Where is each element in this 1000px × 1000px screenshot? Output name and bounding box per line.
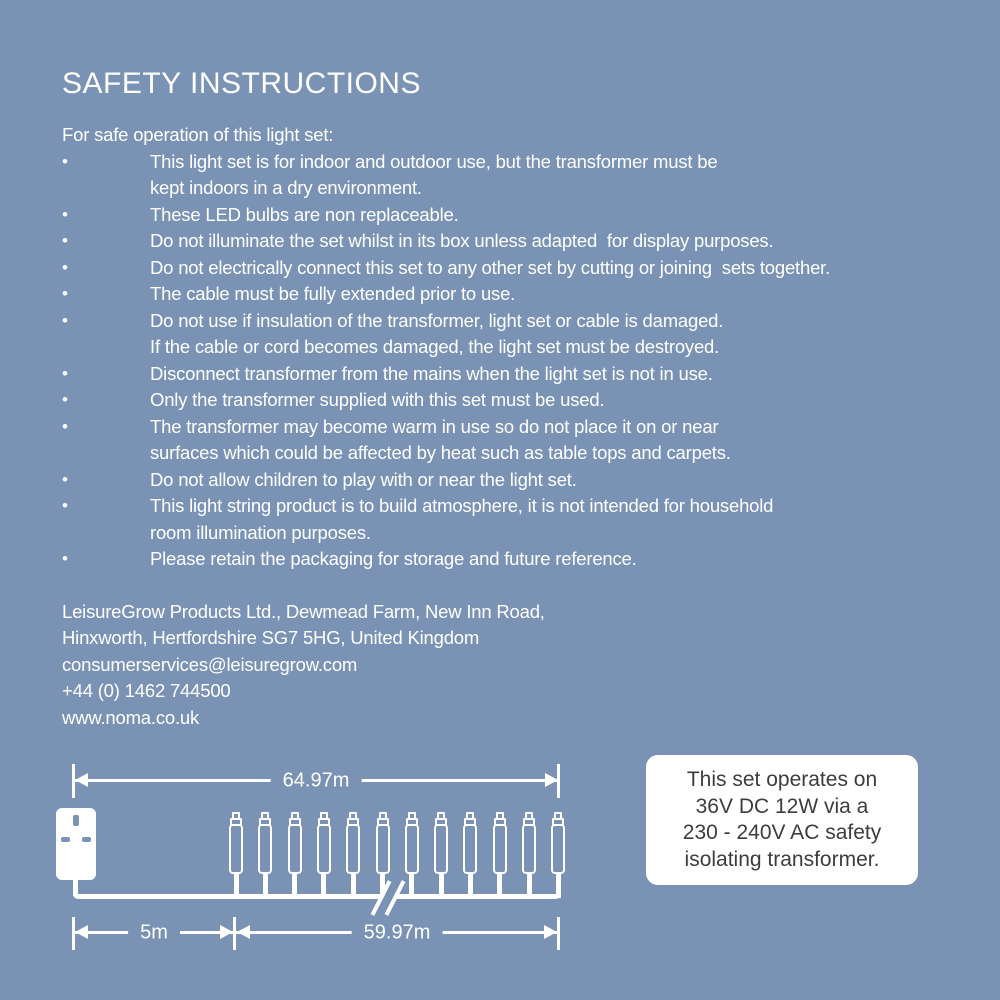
bulb-icon: [522, 812, 536, 898]
bulb-icon: [463, 812, 477, 898]
bulb-stem: [527, 874, 532, 898]
bulb-bod: [229, 824, 243, 874]
dimension-label-total: 64.97m: [271, 770, 362, 793]
bulb-bod: [346, 824, 360, 874]
bullet-line: kept indoors in a dry environment.: [150, 177, 422, 198]
bullet-dot-icon: •: [62, 416, 68, 436]
arrow-right-icon: [544, 925, 557, 939]
info-box: [646, 755, 918, 885]
contact-line: Hinxworth, Hertfordshire SG7 5HG, United Kingdom: [62, 627, 480, 648]
bullet-dot-icon: •: [62, 363, 68, 383]
bullet-line: Do not allow children to play with or near the light set.: [150, 468, 577, 490]
bullet-dot-icon: •: [62, 390, 68, 409]
contact-line: consumerservices@leisuregrow.com: [62, 653, 358, 675]
bullet-dot-icon: •: [62, 310, 68, 330]
info-box-line: isolating transformer.: [684, 847, 880, 871]
bulb-icon: [258, 812, 272, 898]
intro-line: For safe operation of this light set:: [62, 124, 334, 145]
bullet-line: The cable must be fully extended prior to use.: [150, 283, 516, 304]
bulb-stem: [321, 874, 326, 898]
bulb-icon: [405, 812, 419, 898]
bulb-stem: [556, 874, 561, 898]
bulb-icon: [493, 812, 507, 898]
contact-line: LeisureGrow Products Ltd., Dewmead Farm, New Inn Road,: [62, 600, 545, 622]
bullet-line: This light set is for indoor and outdoor use, but the transformer must be: [150, 150, 718, 172]
info-box-line: 230 - 240V AC safety: [682, 821, 882, 844]
bulb-stem: [351, 874, 356, 898]
bullet-line: Only the transformer supplied with this set must be used.: [150, 389, 605, 410]
cable-drop: [73, 876, 78, 896]
bulb-icon: [346, 812, 360, 898]
bullet-dot-icon: •: [62, 284, 68, 303]
bullet-dot-icon: •: [62, 257, 68, 277]
arrow-left-icon: [75, 773, 88, 787]
bullet-line: Do not electrically connect this set to any other set by cutting or joining sets together.: [150, 256, 831, 278]
bulb-stem: [439, 874, 444, 898]
bulb-bod: [493, 824, 507, 874]
bullet-line: surfaces which could be affected by heat such as table tops and carpets.: [150, 442, 731, 463]
bullet-dot-icon: •: [62, 549, 68, 568]
bullet-line: This light string product is to build atmosphere, it is not intended for household: [150, 495, 774, 516]
bullet-line: Do not illuminate the set whilst in its box unless adapted for display purposes.: [150, 230, 774, 251]
bulb-stem: [468, 874, 473, 898]
info-box-line: 36V DC 12W via a: [695, 794, 869, 818]
bulb-icon: [434, 812, 448, 898]
arrow-left-icon: [75, 925, 88, 939]
arrow-left-icon: [237, 925, 250, 939]
bullet-line: If the cable or cord becomes damaged, the light set must be destroyed.: [150, 336, 720, 357]
arrow-right-icon: [545, 773, 558, 787]
bullet-line: Do not use if insulation of the transformer, light set or cable is damaged.: [150, 309, 724, 331]
bulb-bod: [376, 824, 390, 874]
bullet-dot-icon: •: [62, 469, 68, 489]
bullet-line: The transformer may become warm in use so do not place it on or near: [150, 415, 719, 437]
contact-line: +44 (0) 1462 744500: [62, 680, 231, 701]
bulb-bod: [258, 824, 272, 874]
socket-earth-slot: [73, 815, 79, 826]
info-box-line: This set operates on: [686, 768, 878, 791]
bulb-bod: [434, 824, 448, 874]
bulb-bod: [317, 824, 331, 874]
bulb-stem: [292, 874, 297, 898]
uk-socket-icon: [56, 808, 96, 880]
bullet-dot-icon: •: [62, 231, 68, 250]
bullet-dot-icon: •: [62, 496, 68, 515]
bullet-dot-icon: •: [62, 151, 68, 171]
arrow-right-icon: [220, 925, 233, 939]
bulb-stem: [263, 874, 268, 898]
contact-line: www.noma.co.uk: [62, 706, 200, 728]
bulb-stem: [234, 874, 239, 898]
bulb-bod: [522, 824, 536, 874]
bullet-dot-icon: •: [62, 204, 68, 224]
bulb-icon: [288, 812, 302, 898]
bulb-stem: [497, 874, 502, 898]
bullet-line: Please retain the packaging for storage and future reference.: [150, 548, 637, 569]
bulb-bod: [463, 824, 477, 874]
bullet-line: room illumination purposes.: [150, 521, 371, 543]
bulb-icon: [551, 812, 565, 898]
cable-break-icon: [376, 882, 402, 914]
bullet-line: Disconnect transformer from the mains when the light set is not in use.: [150, 362, 713, 384]
bullet-line: These LED bulbs are non replaceable.: [150, 203, 459, 225]
dimension-label-lead: 5m: [128, 922, 180, 945]
page-title: SAFETY INSTRUCTIONS: [62, 67, 421, 100]
bulb-icon: [229, 812, 243, 898]
dimension-label-lit: 59.97m: [352, 922, 443, 945]
bulb-icon: [317, 812, 331, 898]
bulb-bod: [288, 824, 302, 874]
socket-slot: [82, 837, 91, 842]
socket-slot: [61, 837, 70, 842]
bulb-bod: [405, 824, 419, 874]
bulb-stem: [409, 874, 414, 898]
bulb-bod: [551, 824, 565, 874]
